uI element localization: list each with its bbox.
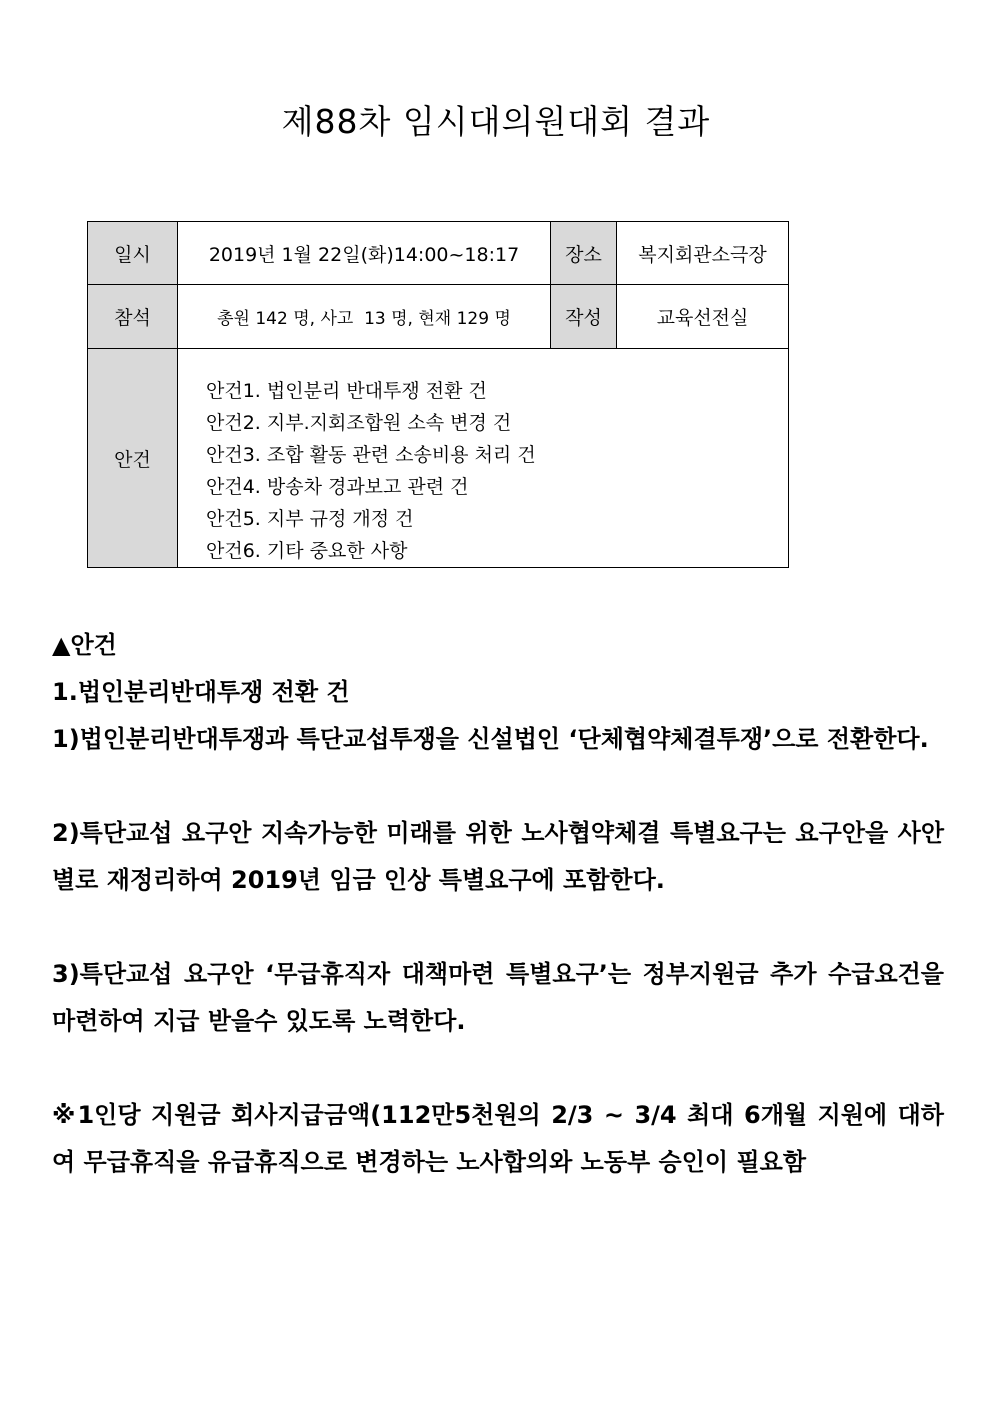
- place-label: 장소: [551, 222, 617, 285]
- agenda-item: 안건1. 법인분리 반대투쟁 전환 건: [206, 380, 487, 402]
- section-heading: ▲안건: [52, 631, 117, 659]
- agenda-row: [88, 349, 789, 568]
- item-heading: 1.법인분리반대투쟁 전환 건: [52, 678, 350, 706]
- paragraph-1: 1)법인분리반대투쟁과 특단교섭투쟁을 신설법인 ‘단체협약체결투쟁’으로 전환한다.: [52, 725, 929, 753]
- note-paragraph: ※1인당 지원금 회사지급금액(112만5천원의 2/3 ~ 3/4 최대 6개월 지원에 대하여 무급휴직을 유급휴직으로 변경하는 노사합의와 노동부 승인이 필요함: [52, 1101, 944, 1176]
- agenda-list-cell: [178, 349, 789, 568]
- document-body: [52, 622, 944, 1186]
- paragraph-3: 3)특단교섭 요구안 ‘무급휴직자 대책마련 특별요구’는 정부지원금 추가 수급요건을 마련하여 지급 받을수 있도록 노력한다.: [52, 960, 944, 1035]
- agenda-list: [206, 375, 788, 567]
- document-title: 제88차 임시대의원대회 결과: [281, 102, 711, 141]
- date-place-row: [88, 222, 789, 285]
- agenda-item: 안건6. 기타 중요한 사항: [206, 540, 408, 562]
- agenda-label: 안건: [88, 349, 178, 568]
- meeting-info-table: [87, 221, 789, 568]
- agenda-item: 안건2. 지부.지회조합원 소속 변경 건: [206, 412, 512, 434]
- paragraph-2: 2)특단교섭 요구안 지속가능한 미래를 위한 노사협약체결 특별요구는 요구안을 사안별로 재정리하여 2019년 임금 인상 특별요구에 포함한다.: [52, 819, 944, 894]
- writer-value: 교육선전실: [617, 285, 789, 349]
- agenda-item: 안건4. 방송차 경과보고 관련 건: [206, 476, 469, 498]
- date-value: 2019년 1월 22일(화)14:00~18:17: [178, 222, 551, 285]
- attend-label: 참석: [88, 285, 178, 349]
- date-label: 일시: [88, 222, 178, 285]
- place-value: 복지회관소극장: [617, 222, 789, 285]
- attend-writer-row: [88, 285, 789, 349]
- attend-value: 총원 142 명, 사고 13 명, 현재 129 명: [178, 285, 551, 349]
- agenda-item: 안건3. 조합 활동 관련 소송비용 처리 건: [206, 444, 536, 466]
- agenda-item: 안건5. 지부 규정 개정 건: [206, 508, 414, 530]
- writer-label: 작성: [551, 285, 617, 349]
